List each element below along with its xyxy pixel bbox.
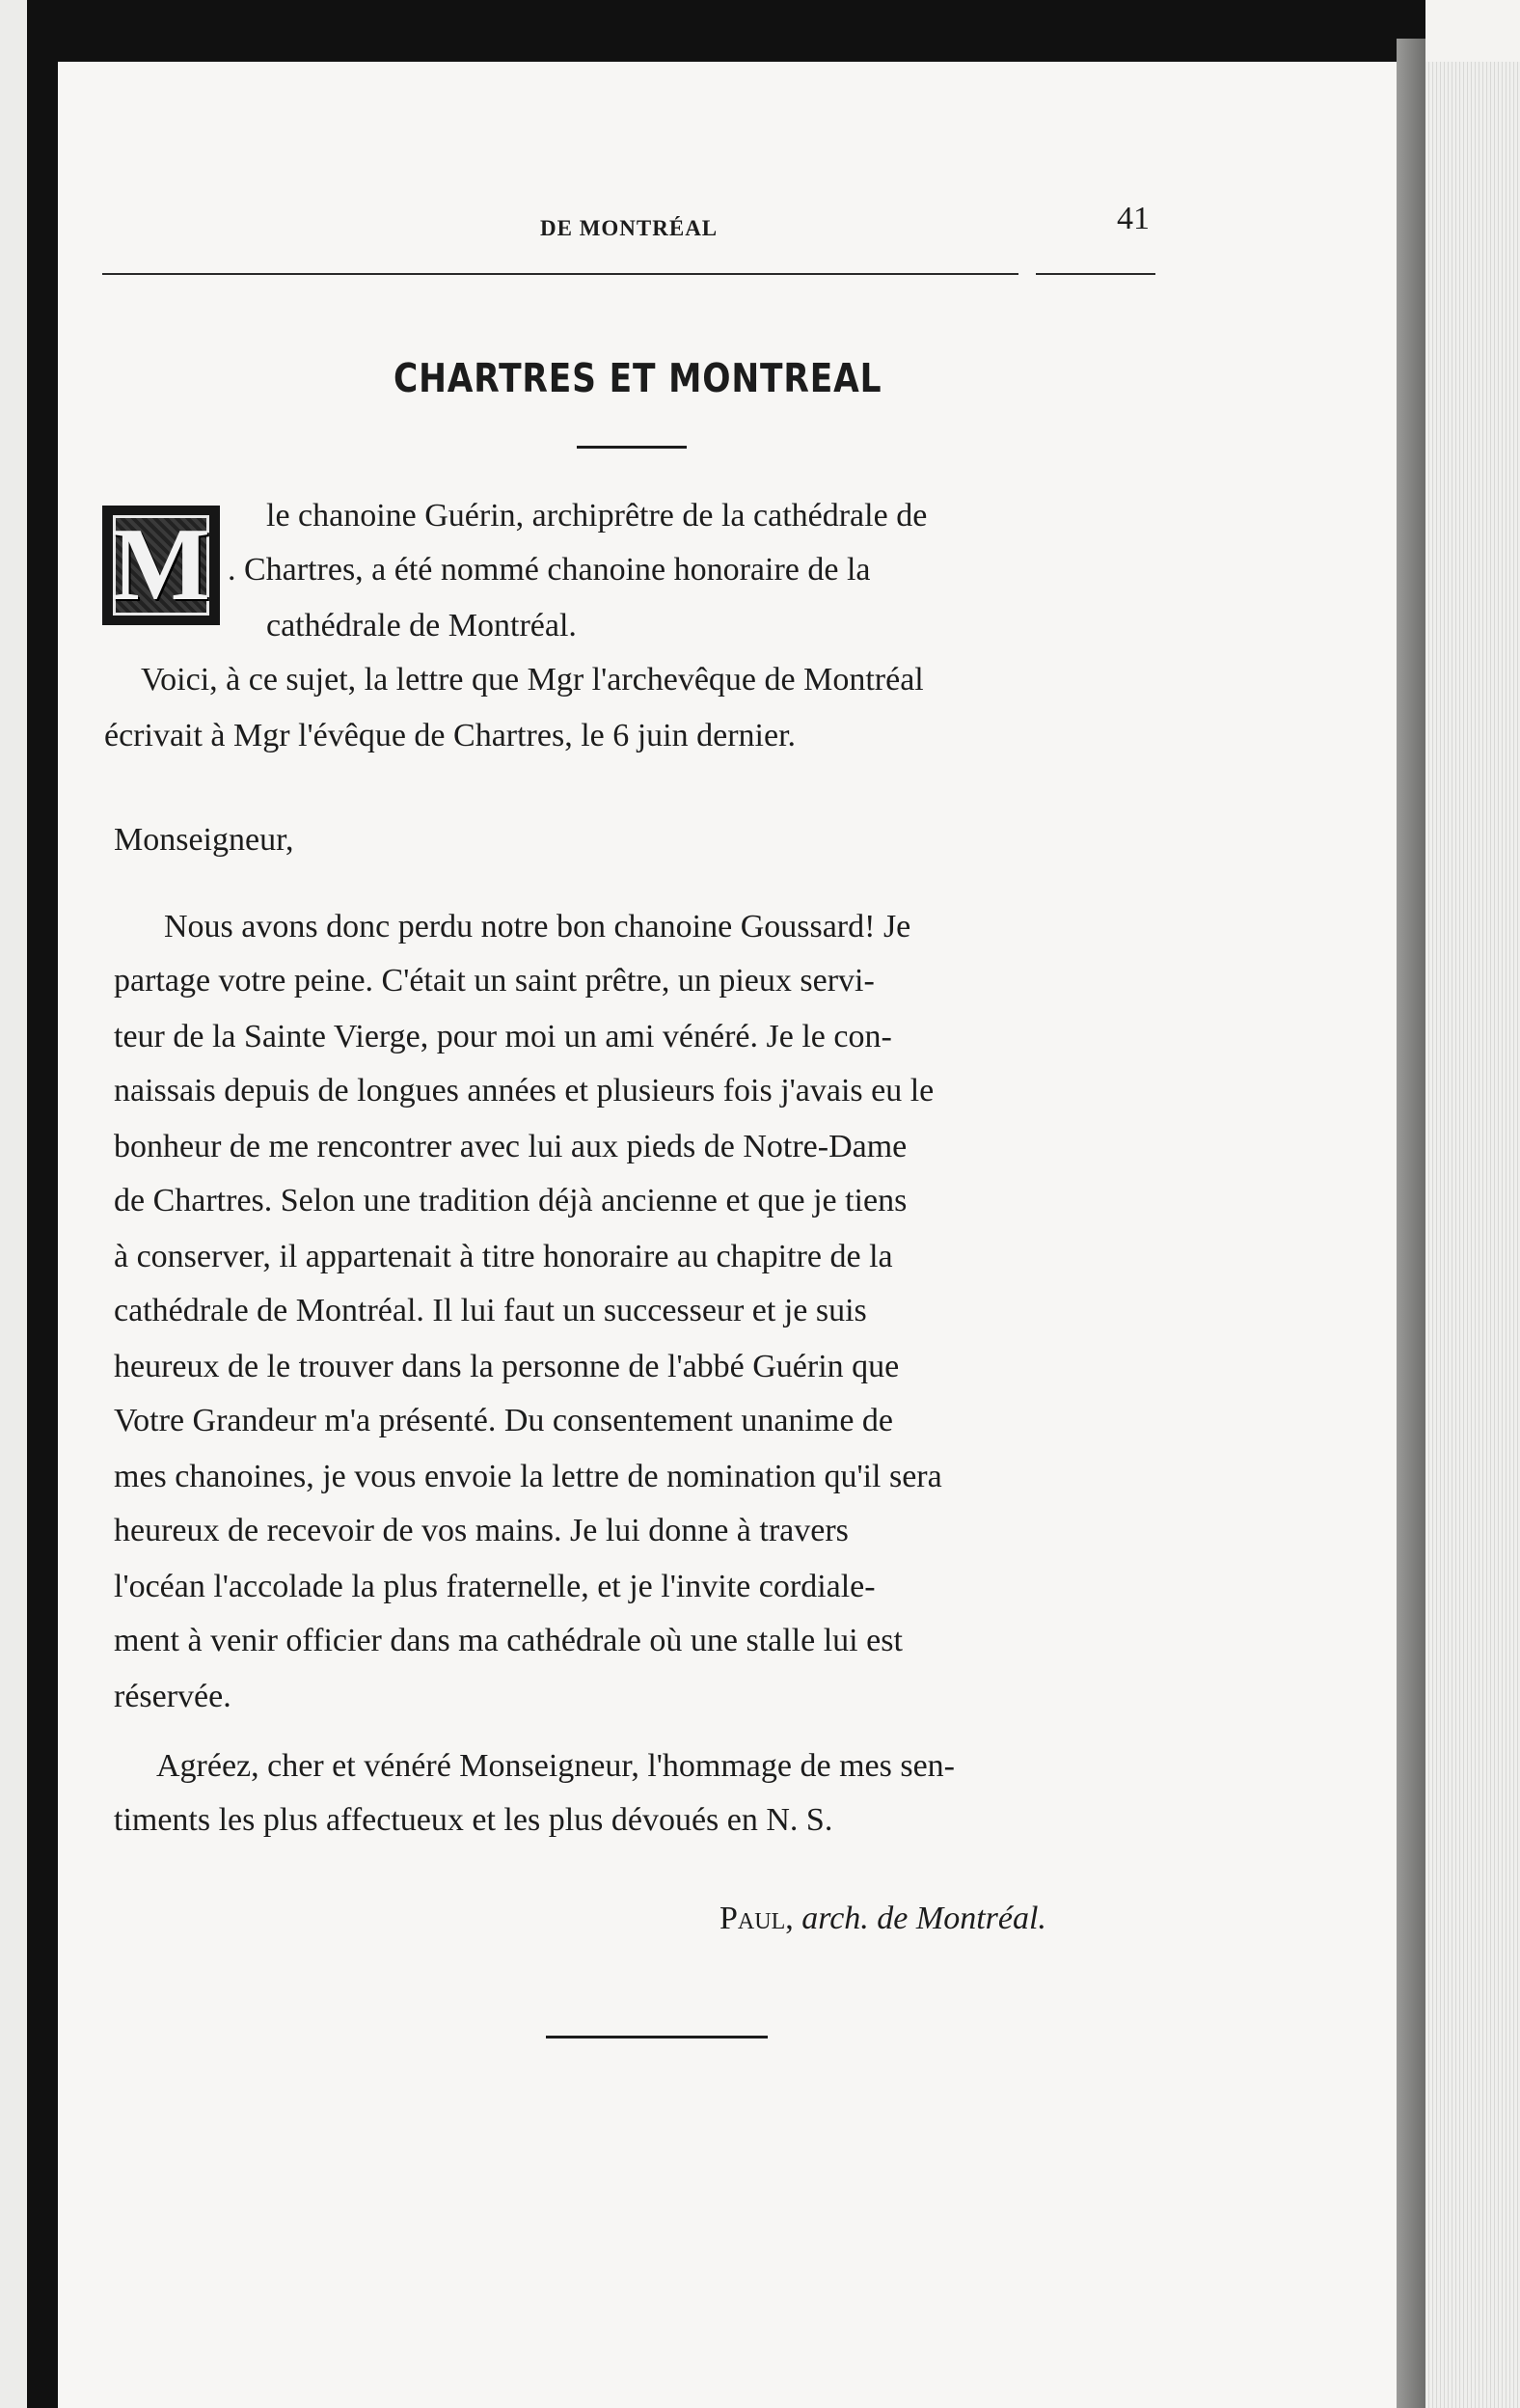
closing-line: timents les plus affectueux et les plus dévoués en N. S.	[114, 1802, 833, 1838]
header-rule-right	[1036, 273, 1155, 275]
intro-line: cathédrale de Montréal.	[266, 608, 577, 643]
closing-line: Agréez, cher et vénéré Monseigneur, l'hommage de mes sen-	[156, 1748, 955, 1784]
signature-title: arch. de Montréal.	[801, 1901, 1046, 1936]
scan-left-border	[27, 39, 58, 2408]
signature-name: Paul,	[719, 1901, 794, 1936]
title-rule	[577, 446, 687, 449]
letter-line: cathédrale de Montréal. Il lui faut un successeur et je suis	[114, 1293, 867, 1328]
header-rule-left	[102, 273, 1018, 275]
letter-line: de Chartres. Selon une tradition déjà ancienne et que je tiens	[114, 1183, 908, 1218]
page-stack-edges	[1425, 62, 1520, 2408]
letter-line: naissais depuis de longues années et plusieurs fois j'avais eu le	[114, 1073, 935, 1108]
letter-line: l'océan l'accolade la plus fraternelle, et je l'invite cordiale-	[114, 1569, 876, 1604]
letter-line: Nous avons donc perdu notre bon chanoine Goussard! Je	[164, 909, 911, 944]
intro-line: le chanoine Guérin, archiprêtre de la cathédrale de	[266, 498, 928, 534]
running-head: DE MONTRÉAL	[540, 216, 719, 240]
signature	[719, 1901, 1046, 1937]
page-number: 41	[1117, 201, 1150, 236]
article-title: CHARTRES ET MONTREAL	[394, 355, 882, 401]
letter-line: teur de la Sainte Vierge, pour moi un ami vénéré. Je le con-	[114, 1019, 892, 1054]
letter-line: heureux de recevoir de vos mains. Je lui donne à travers	[114, 1513, 849, 1548]
book-page	[58, 62, 1397, 2408]
letter-line: réservée.	[114, 1679, 231, 1714]
page-gutter-shadow	[1397, 39, 1425, 2408]
drop-cap	[102, 506, 220, 625]
drop-cap-letter: M	[112, 507, 210, 622]
drop-cap-frame	[112, 507, 210, 622]
letter-line: ment à venir officier dans ma cathédrale où une stalle lui est	[114, 1623, 903, 1658]
end-rule	[546, 2036, 768, 2039]
intro-line: . Chartres, a été nommé chanoine honoraire de la	[228, 552, 871, 588]
letter-line: bonheur de me rencontrer avec lui aux pieds de Notre-Dame	[114, 1129, 908, 1164]
letter-line: à conserver, il appartenait à titre honoraire au chapitre de la	[114, 1239, 893, 1274]
salutation: Monseigneur,	[114, 822, 294, 858]
scan-top-border	[27, 0, 1425, 62]
scan-left-margin	[0, 0, 27, 2408]
letter-line: heureux de le trouver dans la personne de l'abbé Guérin que	[114, 1349, 900, 1384]
context-line: Voici, à ce sujet, la lettre que Mgr l'archevêque de Montréal	[141, 662, 924, 698]
letter-line: mes chanoines, je vous envoie la lettre de nomination qu'il sera	[114, 1459, 942, 1494]
context-line: écrivait à Mgr l'évêque de Chartres, le 6 juin dernier.	[104, 718, 797, 753]
letter-line: Votre Grandeur m'a présenté. Du consentement unanime de	[114, 1403, 893, 1438]
letter-line: partage votre peine. C'était un saint prêtre, un pieux servi-	[114, 963, 875, 999]
